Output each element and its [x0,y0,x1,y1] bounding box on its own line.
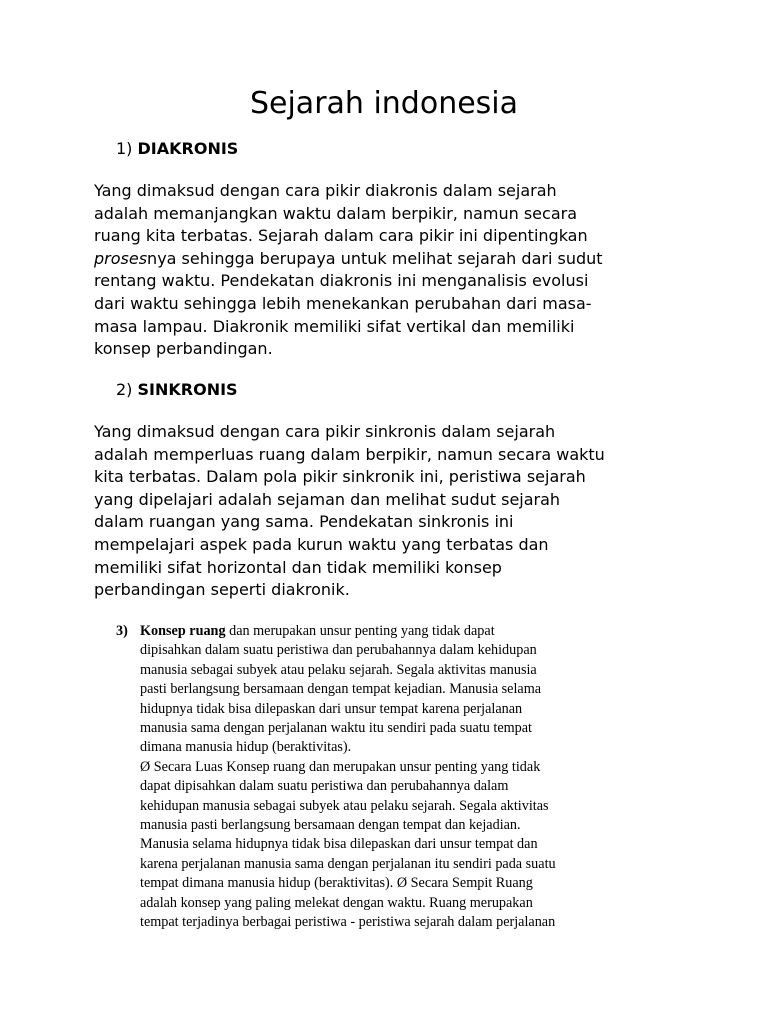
paragraph-line: Manusia selama hidupnya tidak bisa dilepaskan dari unsur tempat dan [140,836,538,853]
page-title: Sejarah indonesia [249,86,519,121]
paragraph-line: manusia pasti berlangsung bersamaan dengan tempat dan kejadian. [140,817,521,834]
paragraph-line [140,622,700,641]
paragraph-line: hidupnya tidak bisa dilepaskan dari unsur tempat karena perjalanan [140,700,523,717]
section-3-paragraph [140,622,700,933]
paragraph-line: adalah memperluas ruang dalam berpikir, namun secara waktu [94,444,605,464]
paragraph-line: memiliki sifat horizontal dan tidak memiliki konsep [94,557,502,577]
paragraph-line: dalam ruangan yang sama. Pendekatan sinkronis ini [94,512,514,532]
paragraph-line: tempat dimana manusia hidup (beraktivitas). Ø Secara Sempit Ruang [140,875,533,892]
paragraph-line [94,248,684,271]
paragraph-line: konsep perbandingan. [94,339,273,359]
paragraph-line: kehidupan manusia sebagai subyek atau pelaku sejarah. Segala aktivitas [140,797,549,814]
paragraph-line-rest: dan merupakan unsur penting yang tidak dapat [225,623,495,639]
section-3-title: Konsep ruang [140,623,226,639]
section-3-number: 3) [116,623,128,639]
section-2-title: SINKRONIS [137,380,238,399]
paragraph-line: Yang dimaksud dengan cara pikir diakronis dalam sejarah [94,181,557,200]
section-1-paragraph [94,180,684,361]
section-2-number: 2) [116,380,133,399]
paragraph-line: tempat terjadinya berbagai peristiwa - peristiwa sejarah dalam perjalanan [140,914,556,931]
paragraph-line: dapat dipisahkan dalam suatu peristiwa dan perubahannya dalam [140,778,509,795]
paragraph-line: manusia sama dengan perjalanan waktu itu sendiri pada suatu tempat [140,720,532,737]
paragraph-line: manusia sebagai subyek atau pelaku sejarah. Segala aktivitas manusia [140,661,537,678]
section-1-title: DIAKRONIS [137,139,239,158]
paragraph-line: masa lampau. Diakronik memiliki sifat vertikal dan memiliki [94,316,575,336]
paragraph-line: dari waktu sehingga lebih menekankan perubahan dari masa- [94,293,592,313]
paragraph-line: karena perjalanan manusia sama dengan perjalanan itu sendiri pada suatu [140,855,556,872]
section-1-heading [116,138,238,160]
italic-term: proses [94,248,148,268]
section-2-heading [116,379,238,401]
paragraph-line: Yang dimaksud dengan cara pikir sinkronis dalam sejarah [94,422,556,441]
paragraph-line: adalah konsep yang paling melekat dengan waktu. Ruang merupakan [140,894,533,911]
paragraph-line: rentang waktu. Pendekatan diakronis ini menganalisis evolusi [94,271,589,291]
paragraph-line: Ø Secara Luas Konsep ruang dan merupakan unsur penting yang tidak [140,758,541,775]
paragraph-line: kita terbatas. Dalam pola pikir sinkronik ini, peristiwa sejarah [94,467,586,487]
paragraph-line: ruang kita terbatas. Sejarah dalam cara pikir ini dipentingkan [94,226,588,246]
paragraph-line: mempelajari aspek pada kurun waktu yang terbatas dan [94,534,549,554]
paragraph-line: yang dipelajari adalah sejaman dan melihat sudut sejarah [94,489,561,509]
paragraph-line: dipisahkan dalam suatu peristiwa dan perubahannya dalam kehidupan [140,642,537,659]
section-1-number: 1) [116,139,133,158]
section-2-paragraph [94,421,684,602]
paragraph-line-rest: nya sehingga berupaya untuk melihat sejarah dari sudut [147,248,603,268]
paragraph-line: perbandingan seperti diakronik. [94,580,350,600]
paragraph-line: dimana manusia hidup (beraktivitas). [140,739,352,756]
paragraph-line: pasti berlangsung bersamaan dengan tempat kejadian. Manusia selama [140,681,542,698]
paragraph-line: adalah memanjangkan waktu dalam berpikir, namun secara [94,203,578,223]
